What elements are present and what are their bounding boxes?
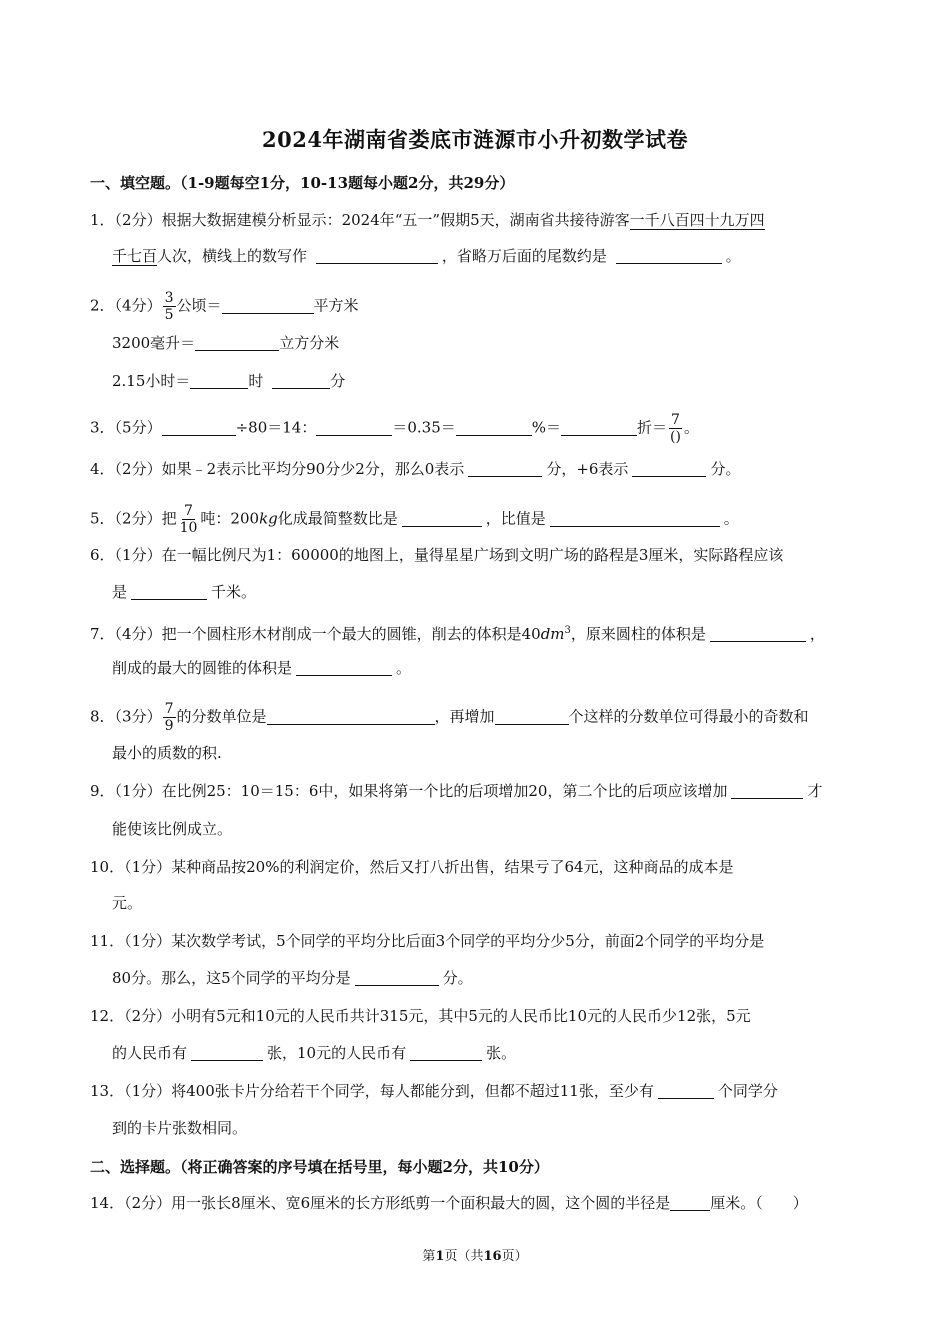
question-6-line-2: 是 千米。 — [112, 583, 257, 601]
fraction: $\frac{7}{10}$ — [179, 503, 198, 536]
answer-blank[interactable] — [267, 708, 435, 725]
page-footer: 第1页（共16页） — [422, 1249, 528, 1264]
question-14: 14．（2分）用一张长8厘米、宽6厘米的长方形纸剪一个面积最大的圆，这个圆的半径是 厘米。（ ） — [90, 1194, 808, 1212]
answer-blank[interactable] — [670, 1194, 710, 1211]
question-1-line-1: 1．（2分）根据大数据建模分析显示：2024年“五一”假期5天，湖南省共接待游客一千八百四十九万四 — [90, 211, 765, 229]
answer-blank[interactable] — [191, 1044, 263, 1061]
answer-blank[interactable] — [316, 419, 392, 436]
answer-blank[interactable] — [222, 297, 314, 314]
answer-blank[interactable] — [632, 460, 706, 477]
question-7-line-2: 削成的最大的圆锥的体积是 。 — [112, 659, 412, 677]
section-heading-multiple-choice: 二、选择题。（将正确答案的序号填在括号里，每小题2分，共10分） — [90, 1158, 549, 1176]
question-12-line-2: 的人民币有 张，10元的人民币有 张。 — [112, 1044, 517, 1062]
answer-blank[interactable] — [195, 334, 279, 351]
question-8-line-2: 最小的质数的积. — [112, 744, 222, 762]
section-heading-fill-blank: 一、填空题。（1-9题每空1分，10-13题每小题2分，共29分） — [90, 174, 515, 192]
question-11-line-2: 80分。那么，这5个同学的平均分是 分。 — [112, 969, 473, 987]
answer-blank[interactable] — [316, 247, 438, 264]
question-2-line-2: 3200毫升＝ 立方分米 — [112, 334, 340, 352]
answer-blank[interactable] — [456, 419, 532, 436]
question-4: 4．（2分）如果﹣2表示比平均分90分少2分，那么0表示 分，+6表示 分。 — [90, 460, 741, 478]
answer-blank[interactable] — [561, 419, 637, 436]
answer-blank[interactable] — [658, 1082, 714, 1099]
question-13-line-2: 到的卡片张数相同。 — [112, 1119, 248, 1137]
question-11-line-1: 11．（1分）某次数学考试，5个同学的平均分比后面3个同学的平均分少5分，前面2个同学的平均分是 — [90, 932, 765, 950]
fraction: $\frac{3}{5}$ — [164, 290, 174, 323]
question-13-line-1: 13．（1分）将400张卡片分给若干个同学，每人都能分到，但都不超过11张，至少有 个同学分 — [90, 1082, 778, 1100]
answer-blank[interactable] — [272, 372, 330, 389]
answer-blank[interactable] — [162, 419, 236, 436]
question-10-line-2: 元。 — [112, 894, 143, 912]
answer-blank[interactable] — [402, 510, 482, 527]
page-title: 2024年湖南省娄底市涟源市小升初数学试卷 — [262, 127, 688, 152]
question-2-line-3: 2.15小时＝ 时 分 — [112, 372, 346, 390]
question-9-line-2: 能使该比例成立。 — [112, 820, 233, 838]
answer-blank[interactable] — [190, 372, 248, 389]
question-6-line-1: 6．（1分）在一幅比例尺为1：60000的地图上，量得星星广场到文明广场的路程是3厘米，实际路程应该 — [90, 546, 784, 564]
question-5: 5．（2分）把 $\frac{7}{10}$ 吨：200kg化成最简整数比是 ，比值是 。 — [90, 503, 739, 536]
answer-blank[interactable] — [731, 782, 803, 799]
question-9-line-1: 9．（1分）在比例25：10＝15：6中，如果将第一个比的后项增加20，第二个比的后项应该增加 才 — [90, 782, 823, 800]
answer-blank[interactable] — [616, 247, 722, 264]
underlined-number-words: 一千八百四十九万四 — [629, 211, 765, 229]
answer-blank[interactable] — [410, 1044, 482, 1061]
question-10-line-1: 10．（1分）某种商品按20%的利润定价，然后又打八折出售，结果亏了64元，这种商品的成本是 — [90, 858, 734, 876]
question-12-line-1: 12．（2分）小明有5元和10元的人民币共计315元，其中5元的人民币比10元的人民币少12张，5元 — [90, 1007, 751, 1025]
fraction: $\frac{7}{()}$ — [670, 412, 681, 445]
fraction: $\frac{7}{9}$ — [164, 701, 174, 734]
answer-blank[interactable] — [296, 659, 392, 676]
answer-blank[interactable] — [131, 583, 207, 600]
question-2-line-1: 2．（4分） $\frac{3}{5}$ 公顷＝ 平方米 — [90, 290, 359, 323]
question-8-line-1: 8．（3分） $\frac{7}{9}$ 的分数单位是 ，再增加 个这样的分数单位可得最小的奇数和 — [90, 701, 809, 734]
answer-blank[interactable] — [355, 969, 439, 986]
question-3: 3．（5分） ÷80＝14： ＝0.35＝ %＝ 折＝ $\frac{7}{()}$ 。 — [90, 412, 699, 445]
question-1-line-2: 千七百人次，横线上的数写作 ，省略万后面的尾数约是 。 — [112, 247, 741, 265]
answer-blank[interactable] — [468, 460, 542, 477]
answer-blank[interactable] — [495, 708, 569, 725]
answer-blank[interactable] — [710, 625, 806, 642]
question-7-line-1: 7．（4分）把一个圆柱形木材削成一个最大的圆锥，削去的体积是$40dm^3$，原来圆柱的体积是 ， — [90, 625, 825, 643]
answer-blank[interactable] — [550, 510, 720, 527]
